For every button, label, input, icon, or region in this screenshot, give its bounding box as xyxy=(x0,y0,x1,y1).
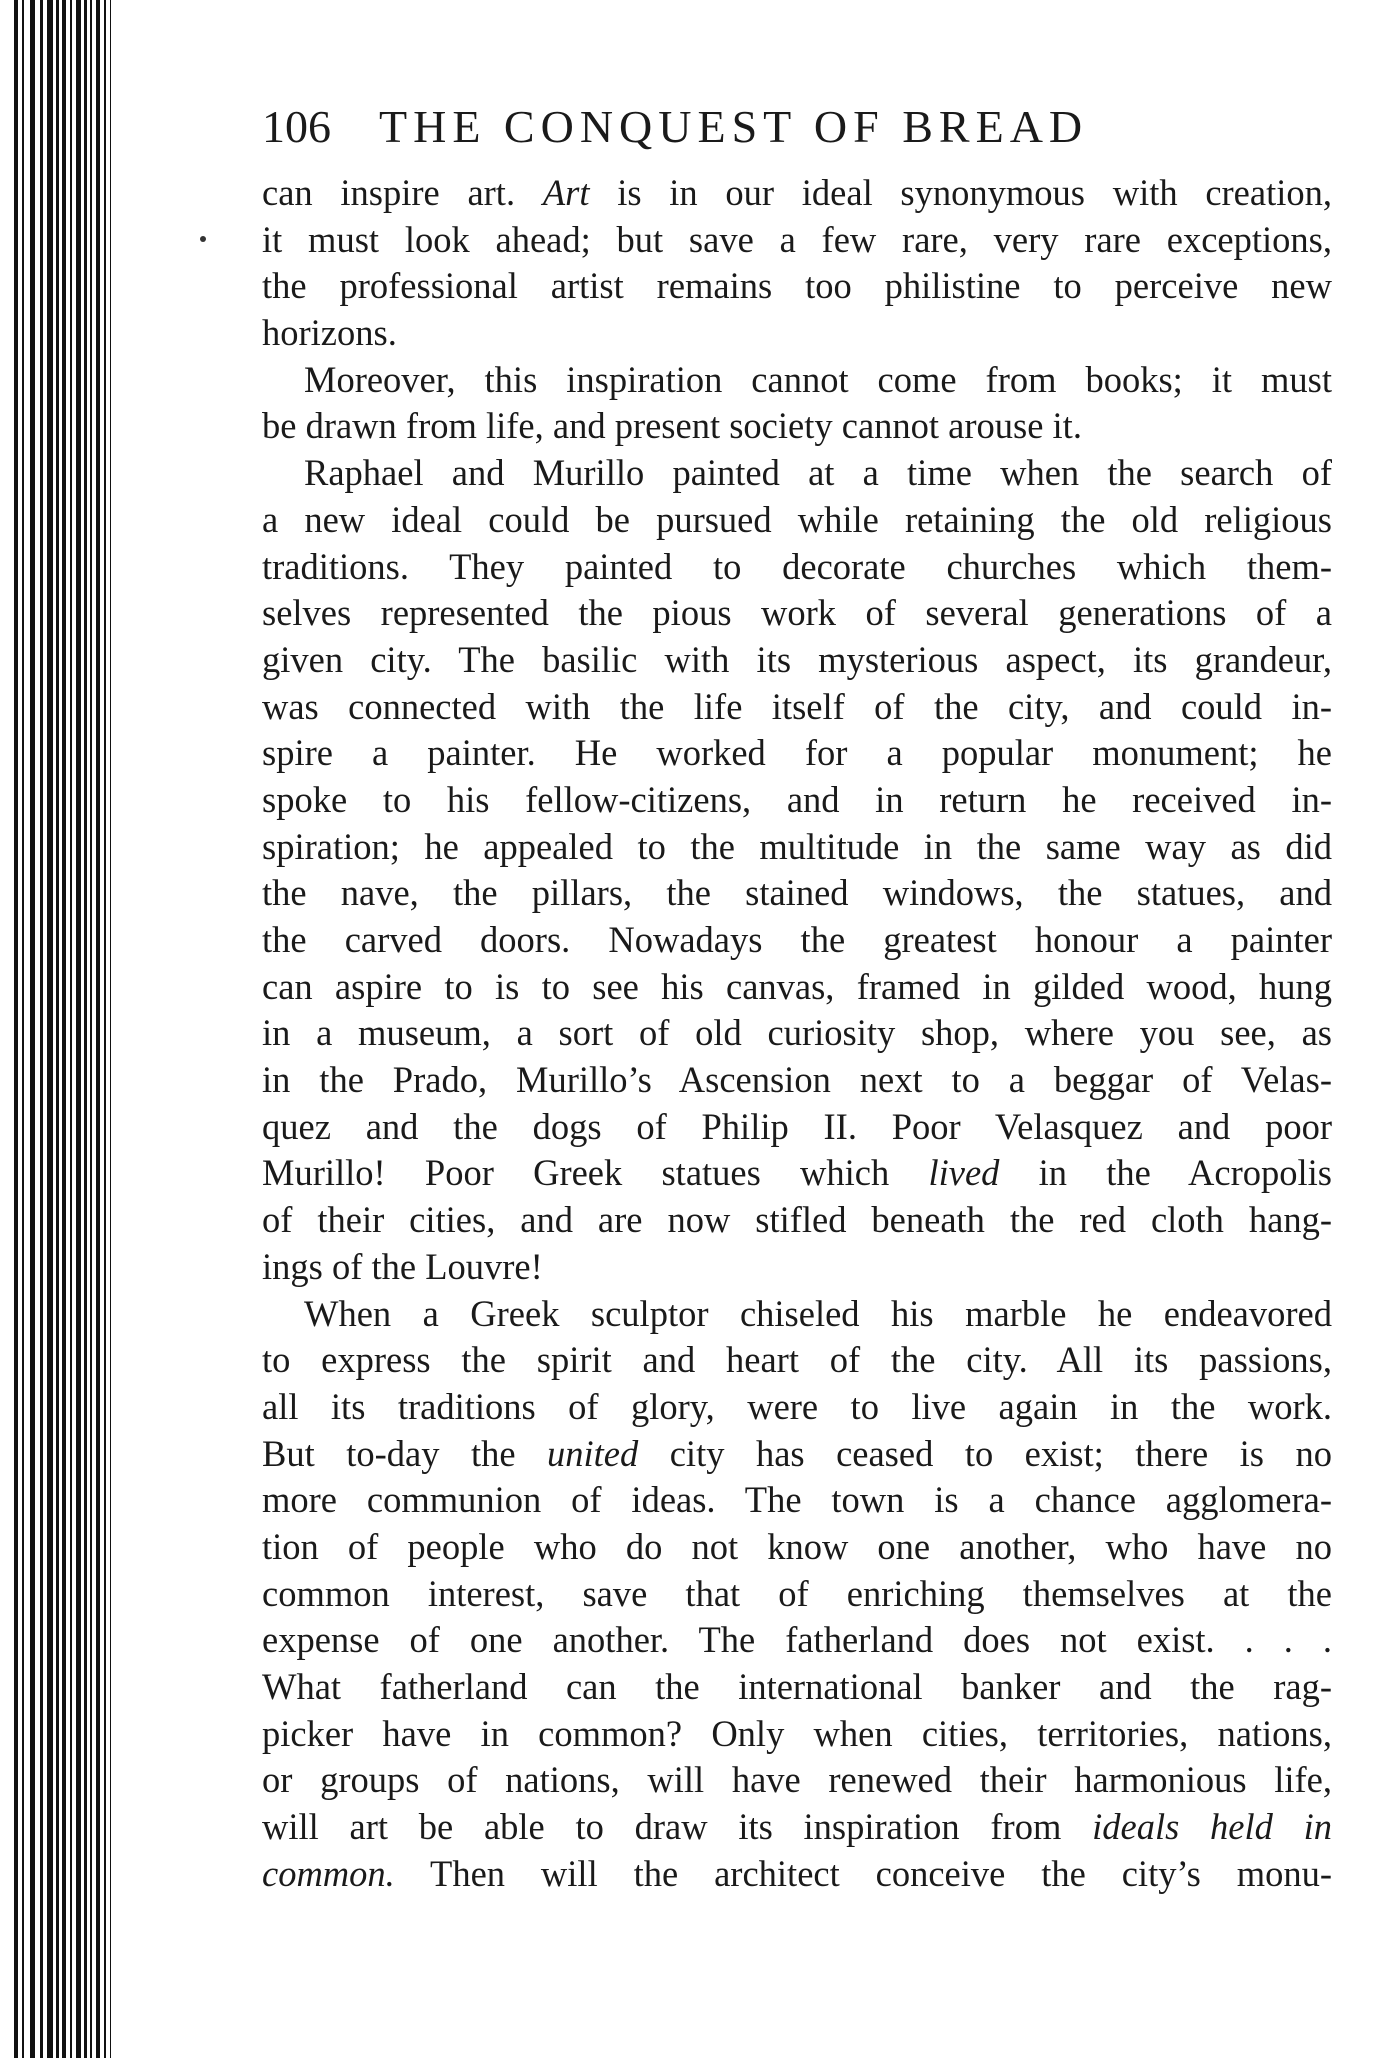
text-run: Murillo! Poor Greek statues which xyxy=(262,1152,929,1194)
binding-shadow-stripe xyxy=(70,0,72,2058)
text-line xyxy=(262,1571,1332,1618)
text-line xyxy=(262,1477,1332,1524)
text-run: horizons. xyxy=(262,312,397,354)
text-run: quez and the dogs of Philip II. Poor Velasquez and poor xyxy=(262,1105,1332,1147)
text-run: can inspire art. xyxy=(262,172,543,213)
binding-shadow-stripe xyxy=(14,0,18,2058)
binding-shadow-stripe xyxy=(84,0,87,2058)
text-run: When a Greek sculptor chiseled his marble he endeavored xyxy=(304,1292,1332,1334)
body-text xyxy=(262,170,1332,1897)
text-line xyxy=(262,263,1332,310)
text-line xyxy=(262,1291,1332,1338)
italic-text: ideals held in xyxy=(1092,1806,1332,1848)
italic-text: Art xyxy=(542,172,590,213)
text-line xyxy=(262,1804,1332,1851)
text-line xyxy=(262,777,1332,824)
binding-shadow-stripe xyxy=(30,0,35,2058)
text-line xyxy=(262,1524,1332,1571)
text-line xyxy=(262,1711,1332,1758)
page-number: 106 xyxy=(262,101,331,152)
binding-shadow-stripe xyxy=(96,0,100,2058)
text-line xyxy=(262,1431,1332,1478)
text-run: traditions. They painted to decorate churches which them- xyxy=(262,545,1332,587)
text-run: ings of the Louvre! xyxy=(262,1245,543,1287)
binding-shadow-stripe xyxy=(90,0,92,2058)
text-run: given city. The basilic with its mysterious aspect, its grandeur, xyxy=(262,638,1332,680)
binding-shadow-stripe xyxy=(76,0,81,2058)
text-line xyxy=(262,1337,1332,1384)
text-line xyxy=(262,217,1332,264)
binding-shadow-stripe xyxy=(22,0,24,2058)
text-line xyxy=(262,1851,1332,1898)
binding-shadow-stripe xyxy=(110,0,111,2058)
text-run: city has ceased to exist; there is no xyxy=(638,1432,1332,1474)
italic-text: common. xyxy=(262,1852,395,1894)
text-line xyxy=(262,1617,1332,1664)
text-run: Raphael and Murillo painted at a time when the search of xyxy=(304,452,1332,494)
text-run: expense of one another. The fatherland does not exist. . . . xyxy=(262,1619,1332,1661)
text-line xyxy=(262,1197,1332,1244)
text-line xyxy=(262,403,1332,450)
text-run: Then will the architect conceive the city’s monu- xyxy=(394,1852,1332,1894)
page-header xyxy=(262,100,1332,160)
text-run: all its traditions of glory, were to live again in the work. xyxy=(262,1385,1332,1427)
text-line xyxy=(262,730,1332,777)
binding-shadow-stripe xyxy=(56,0,59,2058)
binding-shadow-stripe xyxy=(40,0,43,2058)
book-binding-edge xyxy=(0,0,160,2058)
text-line xyxy=(262,684,1332,731)
text-run: spoke to his fellow-citizens, and in return he received in- xyxy=(262,778,1332,820)
text-line xyxy=(262,637,1332,684)
text-line xyxy=(262,1150,1332,1197)
text-run: is in our ideal synonymous with creation, xyxy=(589,172,1332,213)
text-line xyxy=(262,1384,1332,1431)
text-run: What fatherland can the international banker and the rag- xyxy=(262,1666,1332,1707)
binding-shadow-stripe xyxy=(104,0,106,2058)
text-run: selves represented the pious work of several generations of a xyxy=(262,592,1332,634)
text-run: was connected with the life itself of the city, and could in- xyxy=(262,685,1332,727)
text-run: Moreover, this inspiration cannot come from books; it must xyxy=(304,358,1332,400)
text-line xyxy=(262,824,1332,871)
text-line xyxy=(262,1010,1332,1057)
italic-text: united xyxy=(547,1432,639,1474)
text-line xyxy=(262,1757,1332,1804)
text-line xyxy=(262,964,1332,1011)
binding-shadow-stripe xyxy=(62,0,66,2058)
text-run: the professional artist remains too philistine to perceive new xyxy=(262,265,1332,307)
text-line xyxy=(262,450,1332,497)
text-run: the nave, the pillars, the stained windows, the statues, and xyxy=(262,872,1332,914)
text-run: be drawn from life, and present society cannot arouse it. xyxy=(262,405,1082,447)
italic-text: lived xyxy=(928,1152,1000,1194)
text-line xyxy=(262,310,1332,357)
text-run: will art be able to draw its inspiration from xyxy=(262,1806,1093,1848)
text-run: But to-day the xyxy=(262,1432,548,1474)
text-line xyxy=(262,357,1332,404)
text-run: in the Prado, Murillo’s Ascension next to a beggar of Velas- xyxy=(262,1059,1332,1101)
text-run: in the Acropolis xyxy=(999,1152,1332,1194)
ink-speck xyxy=(200,236,206,242)
text-run: spire a painter. He worked for a popular monument; he xyxy=(262,732,1332,774)
text-run: picker have in common? Only when cities, territories, nations, xyxy=(262,1712,1332,1754)
text-line xyxy=(262,1664,1332,1711)
text-run: can aspire to is to see his canvas, framed in gilded wood, hung xyxy=(262,965,1332,1007)
text-run: it must look ahead; but save a few rare, very rare exceptions, xyxy=(262,218,1332,260)
text-run: tion of people who do not know one another, who have no xyxy=(262,1525,1332,1567)
text-line xyxy=(262,917,1332,964)
text-run: or groups of nations, will have renewed their harmonious life, xyxy=(262,1759,1332,1801)
text-line xyxy=(262,170,1332,217)
text-line xyxy=(262,590,1332,637)
text-run: spiration; he appealed to the multitude in the same way as did xyxy=(262,825,1332,867)
text-line xyxy=(262,544,1332,591)
text-run: common interest, save that of enriching themselves at the xyxy=(262,1572,1332,1614)
binding-shadow-stripe xyxy=(47,0,53,2058)
text-line xyxy=(262,497,1332,544)
text-line xyxy=(262,1104,1332,1151)
text-run: to express the spirit and heart of the city. All its passions, xyxy=(262,1339,1332,1381)
text-run: in a museum, a sort of old curiosity shop, where you see, as xyxy=(262,1012,1332,1054)
text-line xyxy=(262,1244,1332,1291)
text-line xyxy=(262,870,1332,917)
text-line xyxy=(262,1057,1332,1104)
text-run: the carved doors. Nowadays the greatest honour a painter xyxy=(262,919,1332,960)
text-run: of their cities, and are now stifled beneath the red cloth hang- xyxy=(262,1199,1332,1241)
running-title: THE CONQUEST OF BREAD xyxy=(379,101,1089,152)
text-run: a new ideal could be pursued while retaining the old religious xyxy=(262,498,1332,540)
text-run: more communion of ideas. The town is a chance agglomera- xyxy=(262,1479,1332,1521)
